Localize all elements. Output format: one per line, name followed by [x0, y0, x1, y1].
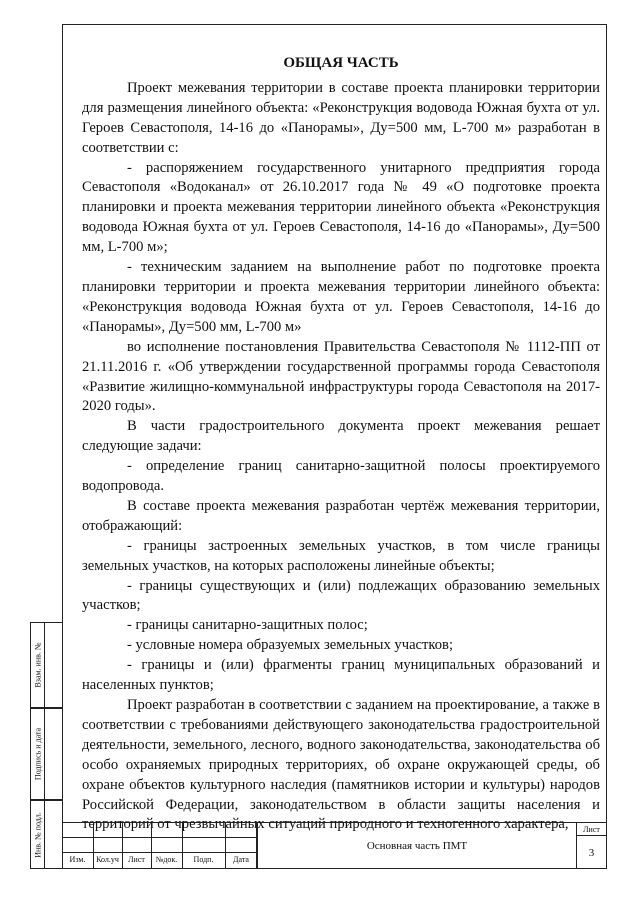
- paragraph: - техническим заданием на выполнение работ по подготовке проекта планировки территории и проекта межевания территории линейного объекта: «Реконструкция водовода Южная бухта от ул. Героев Севастополя, 14-16 до «Панорамы», Ду=500 мм, L-700 м»: [82, 259, 600, 335]
- stamp-doc-title: Основная часть ПМТ: [257, 822, 577, 869]
- paragraph: - границы и (или) фрагменты границ муниципальных образований и населенных пунктов;: [82, 657, 600, 694]
- paragraph: - границы существующих и (или) подлежащих образованию земельных участков;: [82, 577, 600, 614]
- stamp-sheet-label: Лист: [576, 822, 607, 836]
- side-label-inv: Инв. № подл.: [33, 811, 42, 858]
- side-cell-vzam: [30, 622, 62, 708]
- side-cell-inv: [30, 800, 62, 869]
- stamp-header-data: Дата: [233, 855, 249, 864]
- paragraph: - границы санитарно-защитных полос;: [127, 617, 368, 634]
- side-cell-podpis: [30, 708, 62, 800]
- paragraph: во исполнение постановления Правительства Севастополя № 1112-ПП от 21.11.2016 г. «Об утверждении государственной программы города Севастополя «Развитие жилищно-коммунальной инфраструктуры города Севастополя на 2017-2020 годы».: [82, 338, 600, 415]
- paragraph: - распоряжением государственного унитарного предприятия города Севастополя «Водоканал» от 26.10.2017 года № 49 «О подготовке проекта планировки и проекта межевания территории линейного объекта «Реконструкция водовода Южная бухта от ул. Героев Севастополя, 14-16 до «Панорамы», Ду=500 мм, L-700 м»;: [82, 159, 600, 256]
- paragraph: - условные номера образуемых земельных участков;: [127, 637, 453, 654]
- title-block: [62, 822, 607, 869]
- paragraph: Проект межевания территории в составе проекта планировки территории для размещения линейного объекта: «Реконструкция водовода Южная бухта от ул. Героев Севастополя, 14-16 до «Панорамы», Ду=500 мм, L-700 м» разработан в соответствии с:: [82, 79, 600, 156]
- paragraph: Проект разработан в соответствии с заданием на проектирование, а также в соответствии с требованиями действующего законодательства градостроительной деятельности, земельного, лесного, водного законодательства, законодательства об особо охраняемых природных территориях, об охране окружающей среды, об охране объектов культурного наследия (памятников истории и культуры) народов Российской Федерации, законодательством в области защиты населения и территорий от чрезвычайных ситуаций природного и техногенного характера,: [82, 697, 600, 833]
- stamp-header-list: Лист: [128, 855, 145, 864]
- stamp-header-podp: Подп.: [193, 855, 214, 864]
- stamp-header-izm: Изм.: [69, 855, 86, 864]
- stamp-sheet-number: 3: [576, 835, 607, 869]
- paragraph: В части градостроительного документа проект межевания решает следующие задачи:: [82, 418, 600, 455]
- document-body: [82, 54, 600, 835]
- paragraph: В составе проекта межевания разработан чертёж межевания территории, отображающий:: [82, 497, 600, 534]
- paragraph: - определение границ санитарно-защитной полосы проектируемого водопровода.: [82, 458, 600, 495]
- document-title: ОБЩАЯ ЧАСТЬ: [283, 55, 399, 71]
- paragraph: - границы застроенных земельных участков, в том числе границы земельных участков, на которых расположены линейные объекты;: [82, 537, 600, 574]
- stamp-header-kolich: Кол.уч: [96, 855, 119, 864]
- side-label-podpis: Подпись и дата: [33, 727, 42, 781]
- stamp-header-ndok: №док.: [155, 855, 178, 864]
- side-label-vzam: Взам. инв. №: [33, 642, 42, 688]
